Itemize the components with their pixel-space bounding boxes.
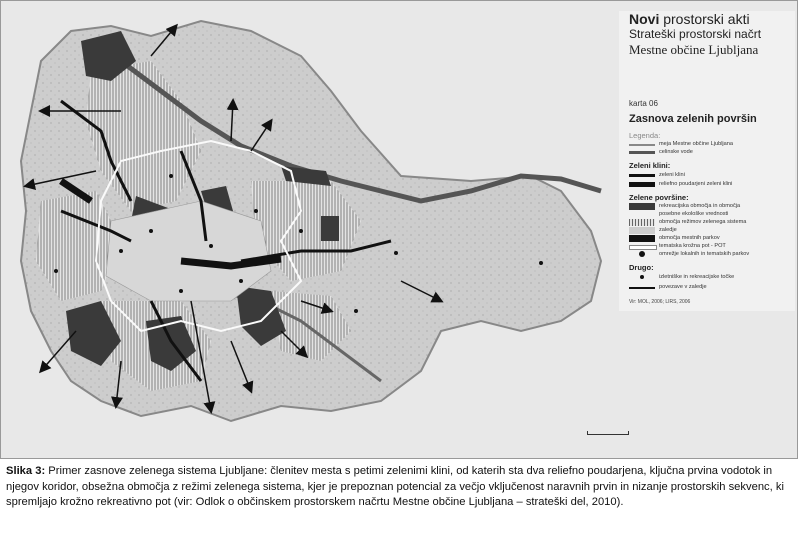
legend-section-drugo: Drugo: bbox=[629, 263, 654, 272]
legend-item: posebne ekološke vrednosti bbox=[659, 211, 729, 217]
recreation-point bbox=[354, 309, 358, 313]
legend-item: omrežje lokalnih in tematskih parkov bbox=[629, 250, 798, 259]
recreation-point bbox=[209, 244, 213, 248]
recreation-point bbox=[149, 229, 153, 233]
legend-item: meja Mestne občine Ljubljana bbox=[629, 140, 798, 149]
map-legend bbox=[619, 11, 795, 311]
recreation-point bbox=[254, 209, 258, 213]
legend-item: povezave v zaledje bbox=[629, 283, 798, 292]
legend-item: območja mestnih parkov bbox=[629, 234, 798, 243]
recreation-point bbox=[179, 289, 183, 293]
legend-section-klini: Zeleni klini: bbox=[629, 161, 671, 170]
legend-item: zeleni klini bbox=[629, 171, 798, 180]
legend-item: tematska krožna pot - POT bbox=[629, 242, 798, 251]
legend-item: rekreacijska območja in območja bbox=[629, 202, 798, 211]
plan-subtitle: Strateški prostorski načrt bbox=[629, 27, 762, 41]
legend-section-povrsine: Zelene površine: bbox=[629, 193, 689, 202]
recreation-point bbox=[119, 249, 123, 253]
park-area-6 bbox=[321, 216, 339, 241]
legend-item: celinske vode bbox=[629, 148, 798, 157]
legend-section-legenda: Legenda: bbox=[629, 131, 661, 140]
recreation-point bbox=[239, 279, 243, 283]
plan-municipality: Mestne občine Ljubljana bbox=[629, 42, 759, 57]
legend-item: izletniške in rekreacijske točke bbox=[629, 273, 798, 282]
legend-source: Vir: MOL, 2006; LIRS, 2006 bbox=[629, 299, 691, 305]
recreation-point bbox=[539, 261, 543, 265]
legend-item: zaledje bbox=[629, 226, 798, 235]
plan-title: Novi prostorski akti bbox=[629, 11, 750, 27]
recreation-point bbox=[169, 174, 173, 178]
legend-item: reliefno poudarjeni zeleni klini bbox=[629, 180, 798, 189]
scale-bar bbox=[587, 431, 629, 435]
map-number: karta 06 bbox=[629, 99, 658, 108]
legend-item: območja režimov zelenega sistema bbox=[629, 218, 798, 227]
figure-caption bbox=[6, 464, 792, 511]
recreation-point bbox=[54, 269, 58, 273]
recreation-point bbox=[299, 229, 303, 233]
caption-text: Primer zasnove zelenega sistema Ljubljane: členitev mesta s petimi zelenimi klini, od katerih sta dva reliefno poudarjena, ključna prvina vodotok in njegov koridor, obsežna območja z režimi zelenega sistema, kjer je prepoznan potencial za večjo vključenost naravnih prvin in nizanje prostorskih sekvenc, ki spremljajo krožno rekreativno pot (vir: Odlok o občinskem prostorskem načrtu Mestne občine Ljubljana – strateški del, 2010). bbox=[6, 465, 784, 508]
caption-label: Slika 3: bbox=[6, 465, 46, 477]
map-title: Zasnova zelenih površin bbox=[629, 113, 757, 125]
recreation-point bbox=[394, 251, 398, 255]
